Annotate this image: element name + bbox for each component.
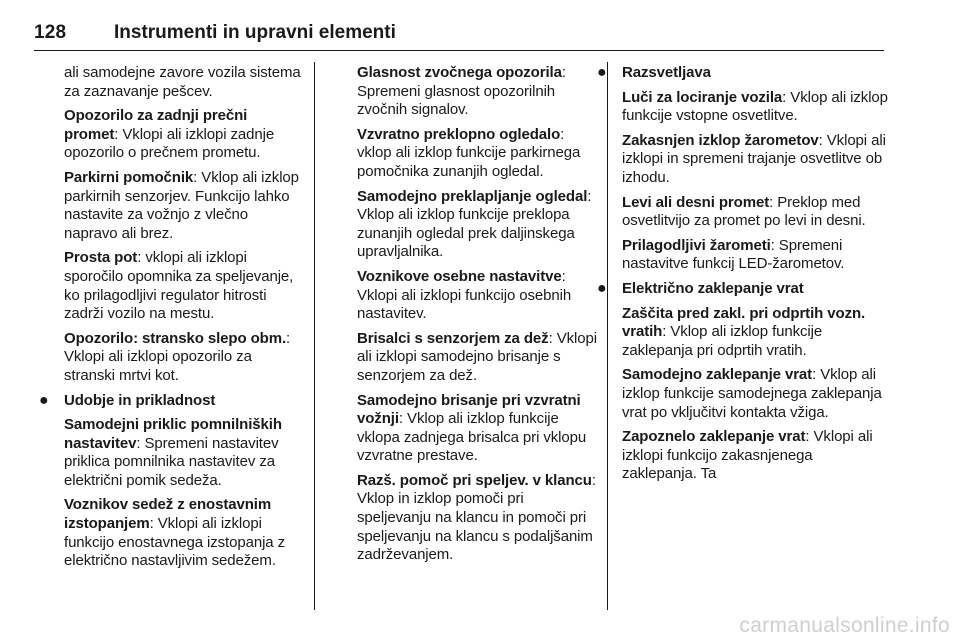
setting-description: : Vklop ali izklop funkcije preklopa zunanjih ogledal prek daljinskega upravljalnika. [357,187,592,261]
setting-description: : Spremeni nastavitve funkcij LED-žarometov. [622,236,845,273]
setting-description: : Vklopi ali izklopi samodejno brisanje s senzorjem za dež. [357,329,597,384]
setting-entry [357,392,600,466]
bullet-icon: ● [39,391,49,409]
setting-description: : Vklopi ali izklopi funkcijo enostavnega izstopanja z električno nastavljivim sedežem. [64,515,286,570]
setting-entry [622,428,890,484]
setting-description: : Vklopi ali izklopi funkcijo zakasnjenega zaklepanja. Ta [622,428,873,483]
setting-term: Samodejno zaklepanje vrat [622,366,813,384]
bullet-section-heading [597,279,890,299]
setting-term: Samodejno preklapljanje ogledal [357,187,588,205]
setting-term: Brisalci s senzorjem za dež [357,329,549,347]
setting-term: Zapoznelo zaklepanje vrat [622,428,806,446]
setting-term: Zakasnjen izklop žarometov [622,131,819,149]
page-header [34,22,884,51]
setting-description: : vklopi ali izklopi sporočilo opomnika za speljevanje, ko prilagodljivi regulator hitrosti zadrži vozilo na mestu. [64,249,294,323]
section-heading-text: Razsvetljava [622,64,711,81]
setting-term: Samodejno brisanje pri vzvratni vožnji [357,391,581,428]
setting-term: Prilagodljivi žarometi [622,236,771,254]
setting-entry [64,169,304,243]
setting-entry [357,188,600,262]
bullet-section-heading [39,391,304,411]
column-divider [314,62,315,610]
setting-entry [357,472,600,565]
bullet-icon: ● [597,64,607,81]
setting-entry [622,305,890,361]
setting-entry [64,249,304,323]
setting-description: : Vklop ali izklop funkcije vstopne osvetlitve. [622,88,888,125]
setting-description: : Spremeni glasnost opozorilnih zvočnih signalov. [357,64,566,119]
setting-description: : Vklop ali izklop funkcije samodejnega zaklepanja vrat po vključitvi kontakta vžiga. [622,366,882,421]
column-divider [607,62,608,610]
setting-term: Opozorilo: stransko slepo obm. [64,329,287,347]
setting-term: Vzvratno preklopno ogledalo [357,125,561,143]
intro-paragraph: ali samodejne zavore vozila sistema za zaznavanje pešcev. [64,64,301,100]
setting-entry [357,64,600,120]
site-watermark: carmanualsonline.info [739,614,950,637]
setting-entry [357,330,600,386]
setting-description: : Vklopi ali izklopi opozorilo za stranski mrtvi kot. [64,329,291,384]
setting-term: Razš. pomoč pri speljev. v klancu [357,471,592,489]
setting-entry [357,126,600,182]
setting-description: : Vklopi ali izklopi zadnje opozorilo o prečnem prometu. [64,125,275,162]
setting-term: Opozorilo za zadnji prečni promet [64,107,248,143]
setting-description: : Vklopi ali izklopi funkcijo osebnih nastavitev. [357,267,572,323]
page-title: Instrumenti in upravni elementi [114,22,396,43]
bullet-icon: ● [597,279,607,297]
setting-term: Luči za lociranje vozila [622,88,783,106]
setting-description: : Vklopi ali izklopi in spremeni trajanje osvetlitve ob izhodu. [622,131,886,186]
setting-term: Prosta pot [64,249,138,267]
setting-description: : Preklop med osvetlitvijo za promet po levi in desni. [622,193,866,230]
setting-description: : Vklop ali izklop parkirnih senzorjev. Funkcijo lahko nastavite za vožnjo z vlečno napravo ali brez. [64,168,299,242]
setting-entry [64,107,304,163]
setting-entry [622,366,890,422]
section-heading-text: Električno zaklepanje vrat [622,279,804,297]
setting-entry [622,132,890,188]
column-right [597,64,890,490]
setting-entry [357,268,600,324]
setting-entry [64,496,304,570]
setting-term: Voznikove osebne nastavitve [357,267,562,285]
setting-description: : Spremeni nastavitev priklica pomnilnika nastavitev za električni pomik sedeža. [64,434,279,489]
setting-description: : Vklop ali izklop funkcije zaklepanja pri odprtih vratih. [622,323,823,359]
setting-entry [622,237,890,274]
setting-description: : Vklop in izklop pomoči pri speljevanju na klancu in pomoči pri speljevanju na klancu s podaljšanim zadrževanjem. [357,471,596,564]
setting-term: Parkirni pomočnik [64,168,194,186]
setting-term: Zaščita pred zakl. pri odprtih vozn. vratih [622,304,866,341]
column-middle [357,64,600,571]
setting-term: Samodejni priklic pomnilniških nastavitev [64,416,282,452]
setting-description: : vklop ali izklop funkcije parkirnega pomočnika zunanjih ogledal. [357,125,581,180]
section-heading-text: Udobje in prikladnost [64,391,216,409]
setting-description: : Vklop ali izklop funkcije vklopa zadnjega brisalca pri vklopu vzvratne prestave. [357,410,587,465]
setting-entry [64,416,304,490]
setting-term: Glasnost zvočnega opozorila [357,64,562,81]
column-left [39,64,304,577]
page-number: 128 [34,22,67,43]
bullet-section-heading [597,64,890,83]
setting-term: Voznikov sedež z enostavnim izstopanjem [64,496,272,533]
setting-entry [622,89,890,126]
setting-entry [64,330,304,386]
setting-term: Levi ali desni promet [622,193,770,211]
setting-entry [622,194,890,231]
